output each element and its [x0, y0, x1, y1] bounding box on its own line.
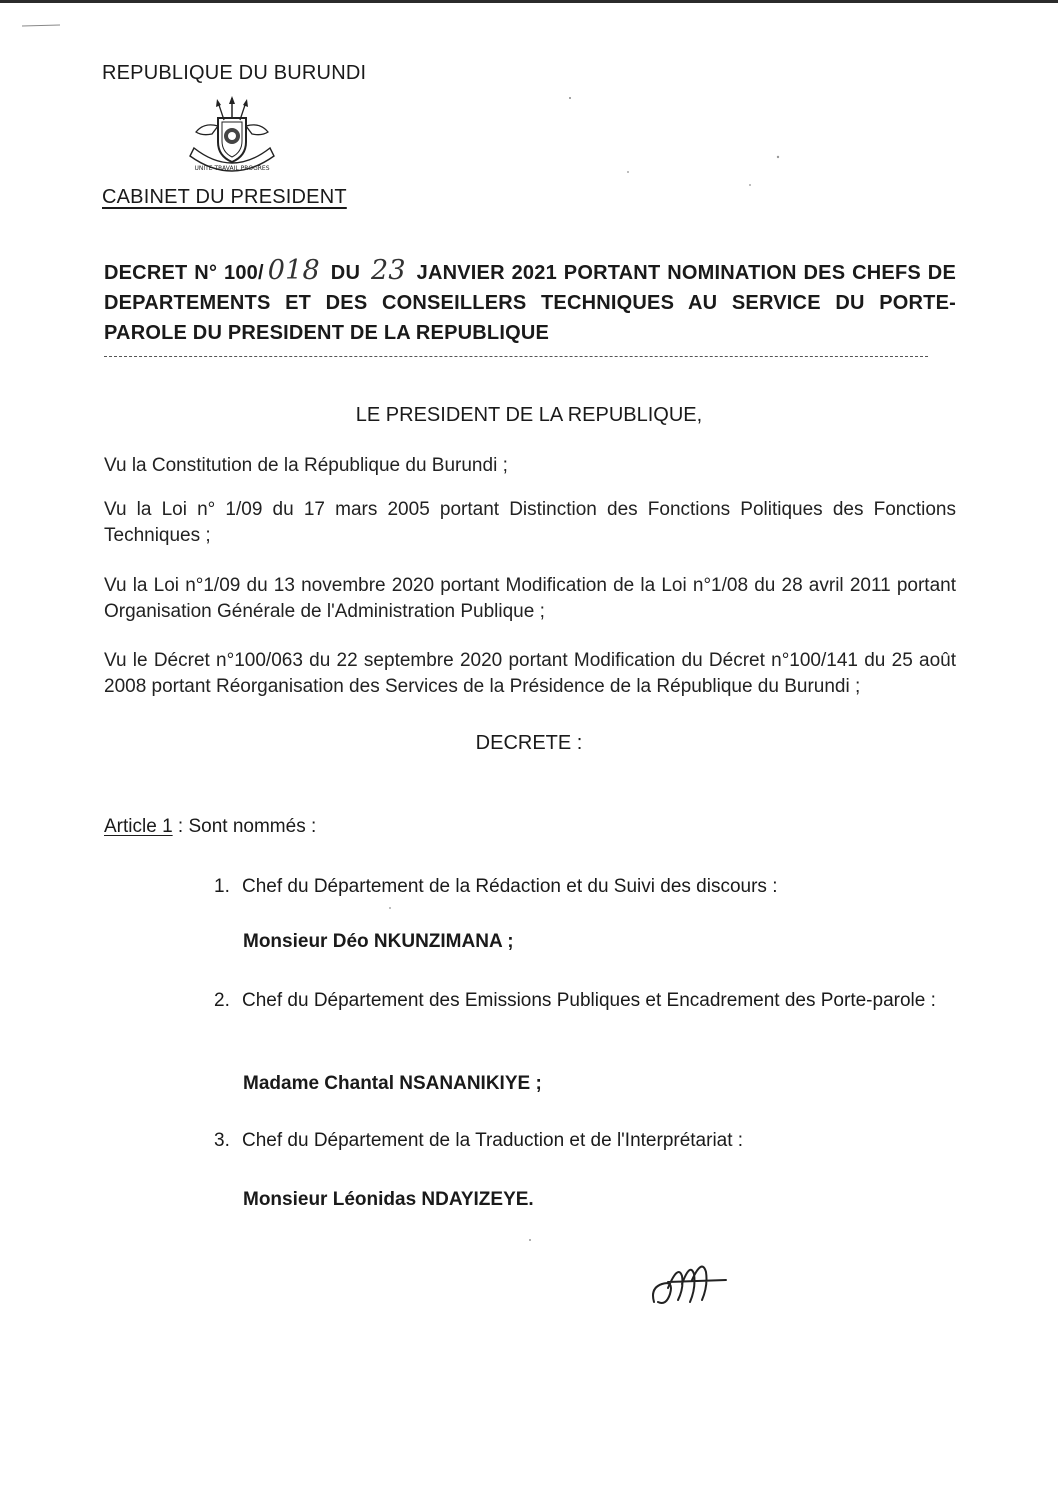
decree-title: [104, 256, 956, 348]
coat-of-arms-motto: UNITE TRAVAIL PROGRES: [194, 165, 270, 172]
appointee-name: Monsieur Déo NKUNZIMANA ;: [243, 931, 514, 952]
list-item-role: Chef du Département des Emissions Publiques et Encadrement des Porte-parole :: [242, 990, 936, 1011]
article-1-text: : Sont nommés :: [172, 816, 317, 837]
list-item: [214, 988, 956, 1014]
list-item: [214, 1128, 956, 1154]
list-item-number: 1.: [214, 876, 230, 897]
cabinet-heading: CABINET DU PRESIDENT: [102, 186, 347, 208]
consideration-4: Vu le Décret n°100/063 du 22 septembre 2020 portant Modification du Décret n°100/141 du 25 août 2008 portant Réorganisation des Services de la Présidence de la République du Burundi ;: [104, 650, 956, 697]
title-prefix: DECRET N° 100/: [104, 262, 264, 284]
coat-of-arms-icon: [182, 96, 282, 182]
handwritten-day: 23: [370, 255, 406, 286]
article-1: [104, 816, 316, 838]
title-du: DU: [330, 262, 361, 284]
article-1-label: Article 1: [104, 816, 173, 837]
title-separator: [104, 356, 928, 357]
signature-initials: [648, 1258, 734, 1310]
authority-heading: LE PRESIDENT DE LA REPUBLIQUE,: [355, 404, 703, 426]
consideration-1: Vu la Constitution de la République du Burundi ;: [104, 455, 508, 476]
list-item-number: 3.: [214, 1130, 230, 1151]
appointee-name: Monsieur Léonidas NDAYIZEYE.: [243, 1189, 534, 1210]
list-item-number: 2.: [214, 990, 230, 1011]
republic-heading: REPUBLIQUE DU BURUNDI: [102, 62, 367, 84]
appointee-name: Madame Chantal NSANANIKIYE ;: [243, 1073, 542, 1094]
list-item-role: Chef du Département de la Traduction et de l'Interprétariat :: [242, 1130, 744, 1151]
consideration-3: Vu la Loi n°1/09 du 13 novembre 2020 portant Modification de la Loi n°1/08 du 28 avril 2011 portant Organisation Générale de l'Administration Publique ;: [104, 575, 956, 622]
scan-top-edge: [0, 0, 1058, 3]
list-item: [214, 874, 956, 900]
consideration-2: Vu la Loi n° 1/09 du 17 mars 2005 portant Distinction des Fonctions Politiques des Fonctions Techniques ;: [104, 499, 956, 546]
title-rest: JANVIER 2021 PORTANT NOMINATION DES CHEFS DE DEPARTEMENTS ET DES CONSEILLERS TECHNIQUES AU SERVICE DU PORTE-PAROLE DU PRESIDENT DE LA REPUBLIQUE: [104, 262, 956, 344]
handwritten-decree-number: 018: [267, 255, 320, 286]
list-item-role: Chef du Département de la Rédaction et du Suivi des discours :: [242, 876, 778, 897]
decrete-heading: DECRETE :: [475, 732, 583, 754]
